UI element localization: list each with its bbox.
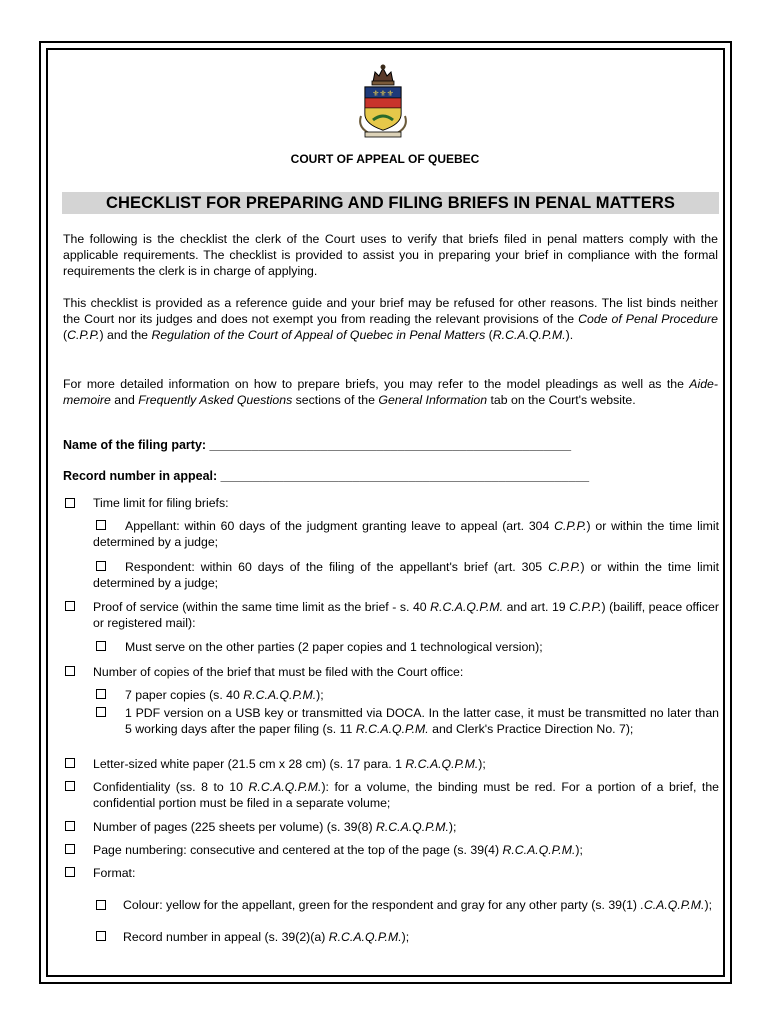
item-format: Format: [93, 866, 136, 880]
item-time-limit: Time limit for filing briefs: [93, 496, 229, 510]
item-copies: Number of copies of the brief that must be filed with the Court office: [93, 665, 464, 679]
item-proof-of-service: Proof of service (within the same time limit as the brief - s. 40 R.C.A.Q.P.M. and art. 19 C.P.P.) (bailiff, peace officer or registered mail): [93, 600, 719, 630]
checkbox-pdf-version[interactable] [96, 707, 106, 717]
intro-paragraph-3: For more detailed information on how to prepare briefs, you may refer to the model pleadings as well as the Aide-memoire and Frequently Asked Questions sections of the General Information tab on the Court's website. [63, 377, 718, 407]
checkbox-confidentiality[interactable] [65, 781, 75, 791]
filing-party-field[interactable]: Name of the filing party: ____________________________________________________ [63, 438, 572, 452]
checkbox-time-limit[interactable] [65, 498, 75, 508]
checkbox-number-of-pages[interactable] [65, 821, 75, 831]
item-letter-paper: Letter-sized white paper (21.5 cm x 28 cm) (s. 17 para. 1 R.C.A.Q.P.M.); [93, 757, 486, 771]
svg-text:⚜⚜⚜: ⚜⚜⚜ [372, 89, 394, 98]
quebec-coat-of-arms-icon [351, 62, 415, 140]
checkbox-record-number[interactable] [96, 931, 106, 941]
item-page-numbering: Page numbering: consecutive and centered at the top of the page (s. 39(4) R.C.A.Q.P.M.); [93, 843, 583, 857]
document-title: CHECKLIST FOR PREPARING AND FILING BRIEFS IN PENAL MATTERS [62, 192, 719, 214]
item-appellant: Appellant: within 60 days of the judgment granting leave to appeal (art. 304 C.P.P.) or within the time limit determined by a judge; [93, 519, 719, 549]
intro-paragraph-2: This checklist is provided as a reference guide and your brief may be refused for other reasons. The list binds neither the Court nor its judges and does not exempt you from reading the relevant provisions of the Code of Penal Procedure (C.P.P.) and the Regulation of the Court of Appeal of Quebec in Penal Matters (R.C.A.Q.P.M.). [63, 296, 718, 342]
court-name: COURT OF APPEAL OF QUEBEC [290, 152, 480, 166]
item-number-of-pages: Number of pages (225 sheets per volume) (s. 39(8) R.C.A.Q.P.M.); [93, 820, 457, 834]
checkbox-page-numbering[interactable] [65, 844, 75, 854]
item-paper-copies: 7 paper copies (s. 40 R.C.A.Q.P.M.); [125, 688, 324, 702]
item-pdf-version: 1 PDF version on a USB key or transmitted via DOCA. In the latter case, it must be transmitted no later than 5 working days after the paper filing (s. 11 R.C.A.Q.P.M. and Clerk's Practice Direction No. 7); [125, 706, 719, 736]
item-record-number: Record number in appeal (s. 39(2)(a) R.C.A.Q.P.M.); [123, 930, 410, 944]
item-colour: Colour: yellow for the appellant, green for the respondent and gray for any other party (s. 39(1) .C.A.Q.P.M.); [123, 898, 712, 912]
checkbox-format[interactable] [65, 867, 75, 877]
item-confidentiality: Confidentiality (ss. 8 to 10 R.C.A.Q.P.M.): for a volume, the binding must be red. For a portion of a brief, the confidential portion must be filed in a separate volume; [93, 780, 720, 810]
item-must-serve: Must serve on the other parties (2 paper copies and 1 technological version); [125, 640, 543, 654]
intro-paragraph-1: The following is the checklist the clerk of the Court uses to verify that briefs filed in penal matters comply with the applicable requirements. The checklist is provided to assist you in preparing your brief in compliance with the formal requirements the clerk is in charge of applying. [63, 232, 718, 278]
checkbox-proof-of-service[interactable] [65, 601, 75, 611]
checkbox-copies[interactable] [65, 666, 75, 676]
checkbox-colour[interactable] [96, 900, 106, 910]
checkbox-letter-paper[interactable] [65, 758, 75, 768]
page-border-inner [46, 48, 725, 977]
item-respondent: Respondent: within 60 days of the filing of the appellant's brief (art. 305 C.P.P.) or within the time limit determined by a judge; [93, 560, 719, 590]
record-number-field[interactable]: Record number in appeal: _____________________________________________________ [63, 469, 590, 483]
